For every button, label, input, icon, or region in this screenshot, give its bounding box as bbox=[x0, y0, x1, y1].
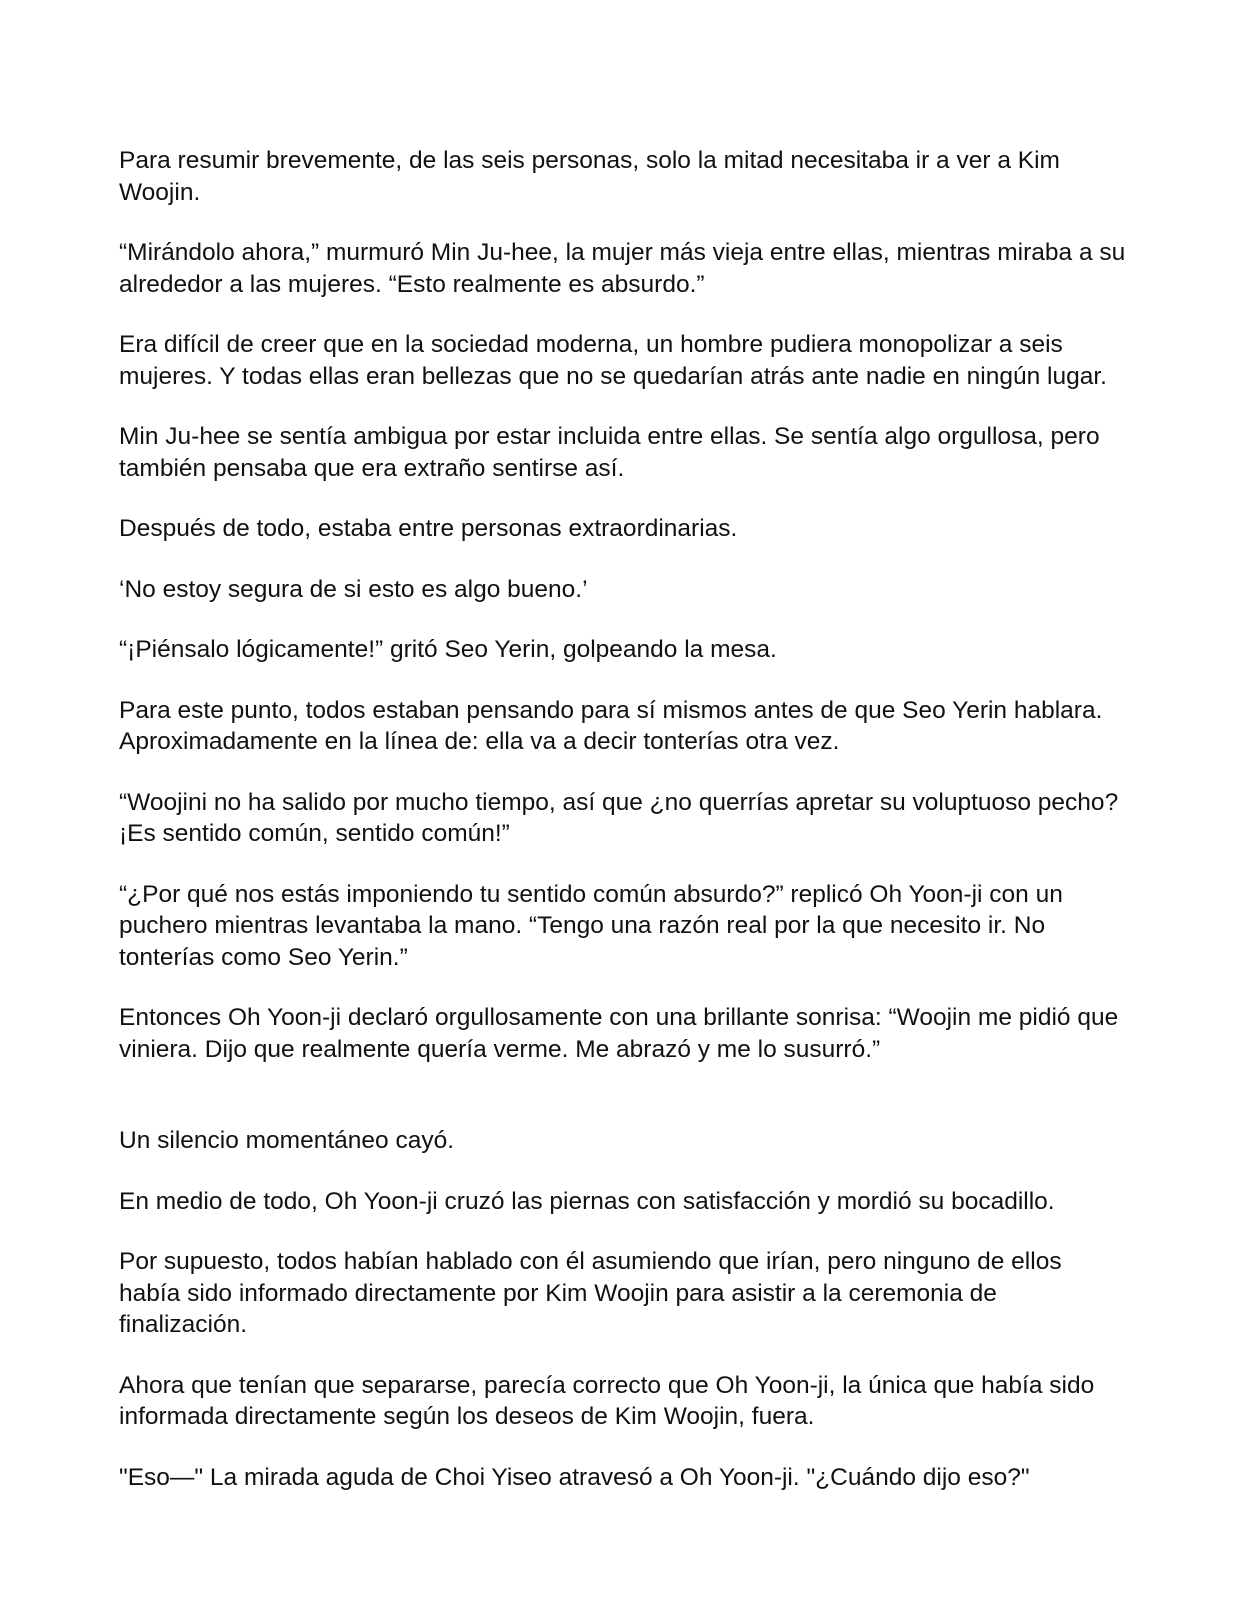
paragraph: “Mirándolo ahora,” murmuró Min Ju-hee, la mujer más vieja entre ellas, mientras miraba a su alrededor a las mujeres. “Esto realmente es absurdo.” bbox=[119, 239, 1126, 298]
paragraph: Por supuesto, todos habían hablado con él asumiendo que irían, pero ninguno de ellos había sido informado directamente por Kim Woojin para asistir a la ceremonia de finalización. bbox=[119, 1248, 1062, 1338]
paragraph: “Woojini no ha salido por mucho tiempo, así que ¿no querrías apretar su voluptuoso pecho? ¡Es sentido común, sentido común!” bbox=[119, 788, 1119, 847]
body-text bbox=[119, 145, 1129, 1522]
paragraph: Después de todo, estaba entre personas extraordinarias. bbox=[119, 515, 738, 542]
paragraph: Un silencio momentáneo cayó. bbox=[119, 1127, 455, 1154]
paragraph: Entonces Oh Yoon-ji declaró orgullosamente con una brillante sonrisa: “Woojin me pidió que viniera. Dijo que realmente quería verme. Me abrazó y me lo susurró.” bbox=[119, 1004, 1119, 1063]
paragraph: Para este punto, todos estaban pensando para sí mismos antes de que Seo Yerin hablara. Aproximadamente en la línea de: ella va a decir tonterías otra vez. bbox=[119, 696, 1103, 755]
paragraph: “¿Por qué nos estás imponiendo tu sentido común absurdo?” replicó Oh Yoon-ji con un puchero mientras levantaba la mano. “Tengo una razón real por la que necesito ir. No tonterías como Seo Yerin.” bbox=[119, 880, 1063, 971]
paragraph: Ahora que tenían que separarse, parecía correcto que Oh Yoon-ji, la única que había sido informada directamente según los deseos de Kim Woojin, fuera. bbox=[119, 1371, 1095, 1430]
paragraph: Era difícil de creer que en la sociedad moderna, un hombre pudiera monopolizar a seis mujeres. Y todas ellas eran bellezas que no se quedarían atrás ante nadie en ningún lugar. bbox=[119, 331, 1107, 390]
paragraph: Para resumir brevemente, de las seis personas, solo la mitad necesitaba ir a ver a Kim Woojin. bbox=[119, 147, 1060, 206]
paragraph: “¡Piénsalo lógicamente!” gritó Seo Yerin, golpeando la mesa. bbox=[119, 636, 777, 663]
paragraph: ‘No estoy segura de si esto es algo bueno.’ bbox=[119, 575, 588, 603]
paragraph: En medio de todo, Oh Yoon-ji cruzó las piernas con satisfacción y mordió su bocadillo. bbox=[119, 1187, 1055, 1215]
paragraph: Min Ju-hee se sentía ambigua por estar incluida entre ellas. Se sentía algo orgullosa, pero también pensaba que era extraño sentirse así. bbox=[119, 423, 1100, 482]
paragraph: "Eso—" La mirada aguda de Choi Yiseo atravesó a Oh Yoon-ji. "¿Cuándo dijo eso?" bbox=[119, 1463, 1030, 1491]
